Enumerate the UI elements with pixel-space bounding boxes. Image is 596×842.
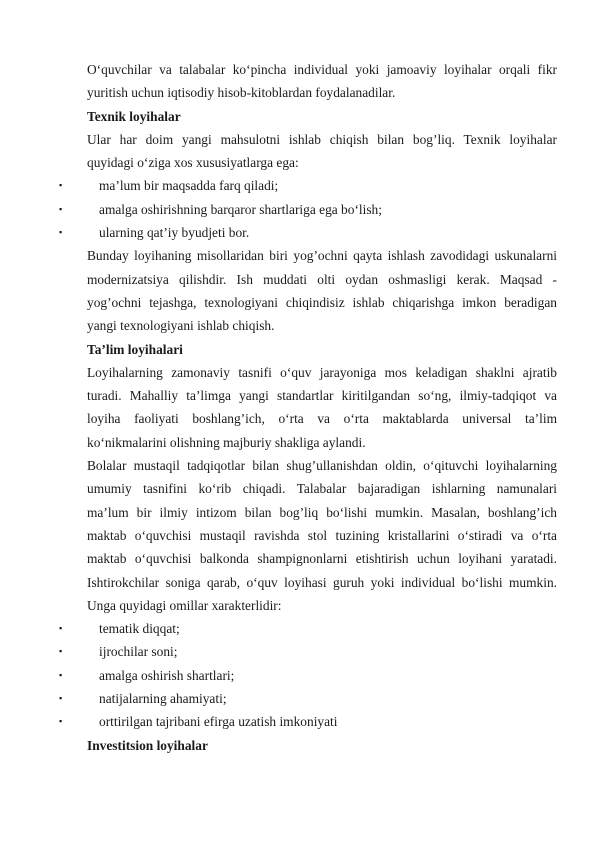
list-item-text: ularning qat’iy byudjeti bor. <box>99 225 250 241</box>
list-item <box>59 687 557 710</box>
text-line: loyiha faoliyati boshlang’ich, o‘rta va o‘rta maktablarda universal ta’lim <box>87 411 557 427</box>
paragraph-example <box>87 244 557 337</box>
list-item <box>59 710 557 733</box>
heading-investment-projects: Investitsion loyihalar <box>87 737 208 753</box>
bullet-icon: ▪ <box>59 227 63 238</box>
list-item-text: natijalarning ahamiyati; <box>99 691 227 707</box>
text-line: maktab o‘quvchisi mustaqil ravishda stol tuzining kristallarini o‘stiradi va o‘rta <box>87 527 557 543</box>
bullet-icon: ▪ <box>59 203 63 214</box>
bullet-icon: ▪ <box>59 693 63 704</box>
bullet-list-technical <box>59 174 557 244</box>
text-line: Ishtirokchilar soniga qarab, o‘quv loyihasi guruh yoki individual bo‘lishi mumkin. <box>87 574 557 590</box>
paragraph-intro <box>87 58 557 105</box>
list-item <box>59 640 557 663</box>
text-line: maktab o‘quvchisi balkonda shampignonlarni etishtirish uchun loyihani yaratadi. <box>87 551 557 567</box>
list-item <box>59 617 557 640</box>
text-line: Bunday loyihaning misollaridan biri yog’ochni qayta ishlash zavodidagi uskunalarni <box>87 248 557 264</box>
text-line: O‘quvchilar va talabalar ko‘pincha individual yoki jamoaviy loyihalar orqali fikr <box>87 62 557 77</box>
text-line: ko‘nikmalarini olishning majburiy shakliga aylandi. <box>87 434 366 450</box>
text-line: ma’lum bir ilmiy intizom bilan bog’liq bo‘lishi mumkin. Masalan, boshlang’ich <box>87 504 557 520</box>
list-item-text: amalga oshirish shartlari; <box>99 667 235 683</box>
paragraph-educational <box>87 361 557 454</box>
bullet-icon: ▪ <box>59 623 63 634</box>
list-item-text: tematik diqqat; <box>99 621 180 637</box>
bullet-icon: ▪ <box>59 669 63 680</box>
text-line: yuritish uchun iqtisodiy hisob-kitoblardan foydalanadilar. <box>87 85 396 101</box>
bullet-icon: ▪ <box>59 716 63 727</box>
text-line: turadi. Mahalliy ta’limga yangi standartlar kiritilgandan so‘ng, ilmiy-tadqiqot va <box>87 388 557 404</box>
text-line: Loyihalarning zamonaviy tasnifi o‘quv jarayoniga mos keladigan shaklni ajratib <box>87 364 557 380</box>
bullet-icon: ▪ <box>59 180 63 191</box>
list-item-text: ma’lum bir maqsadda farq qiladi; <box>99 178 279 194</box>
list-item-text: ijrochilar soni; <box>99 644 178 660</box>
text-line: Unga quyidagi omillar xarakterlidir: <box>87 597 282 613</box>
list-item <box>59 174 557 197</box>
paragraph-students <box>87 454 557 617</box>
text-line: yog’ochni tejashga, texnologiyani chiqindisiz ishlab chiqarishga imkon beradigan <box>87 294 557 310</box>
text-line: quyidagi o‘ziga xos xususiyatlarga ega: <box>87 155 299 171</box>
text-line: yangi texnologiyani ishlab chiqish. <box>87 318 275 334</box>
text-line: modernizatsiya qilishdir. Ish muddati olti oydan oshmasligi kerak. Maqsad - <box>87 271 557 287</box>
text-line: Bolalar mustaqil tadqiqotlar bilan shug’ullanishdan oldin, o‘qituvchi loyihalarning <box>87 458 557 474</box>
list-item-text: orttirilgan tajribani efirga uzatish imkoniyati <box>99 714 338 730</box>
text-line: Ular har doim yangi mahsulotni ishlab chiqish bilan bog’liq. Texnik loyihalar <box>87 131 557 147</box>
text-line: umumiy tasnifini ko‘rib chiqadi. Talabalar bajaradigan ishlarning namunalari <box>87 481 557 497</box>
paragraph-technical <box>87 128 557 175</box>
bullet-list-factors <box>59 617 557 733</box>
document-page <box>59 58 557 757</box>
heading-educational-projects: Ta’lim loyihalari <box>87 341 183 357</box>
list-item <box>59 198 557 221</box>
bullet-icon: ▪ <box>59 646 63 657</box>
list-item-text: amalga oshirishning barqaror shartlariga ega bo‘lish; <box>99 201 382 217</box>
list-item <box>59 221 557 244</box>
list-item <box>59 664 557 687</box>
heading-technical-projects: Texnik loyihalar <box>87 108 181 124</box>
